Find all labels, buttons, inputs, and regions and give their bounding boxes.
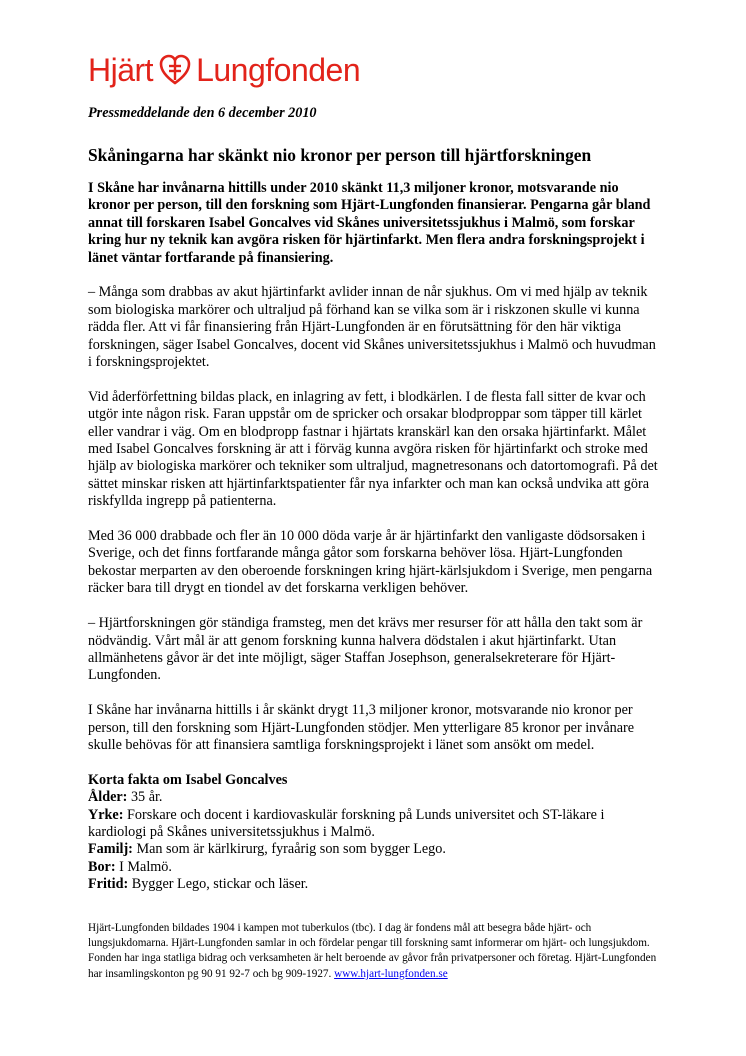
fact-label: Bor: — [88, 858, 116, 875]
fact-item — [88, 876, 663, 893]
logo-text-right: Lungfonden — [196, 51, 361, 88]
ingress: I Skåne har invånarna hittills under 2010 skänkt 11,3 miljoner kronor, motsvarande nio kronor per person, till den forskning som Hjärt-Lungfonden finansierar. Pengarna går bland annat till forskaren Isabel Goncalves vid Skånes universitetssjukhus i Malmö, som forskar kring hur ny teknik kan avgöra risken för hjärtinfarkt. Men flera andra forskningsprojekt i länet väntar fortfarande på finansiering. — [88, 180, 651, 266]
fact-item — [88, 807, 663, 842]
fact-value: Bygger Lego, stickar och läser. — [128, 876, 309, 893]
logo-text-left: Hjärt — [88, 51, 154, 88]
footer-note — [88, 921, 663, 982]
fact-label: Familj: — [88, 841, 133, 858]
fact-value: Forskare och docent i kardiovaskulär forskning på Lunds universitet och ST-läkare i kardiologi på Skånes universitetssjukhus i Malmö. — [88, 806, 605, 840]
facts-title: Korta fakta om Isabel Goncalves — [88, 771, 288, 788]
paragraph: Vid åderförfettning bildas plack, en inlagring av fett, i blodkärlen. I de flesta fall sitter de kvar och utgör inte någon risk. Faran uppstår om de spricker och orsakar blodproppar som täpper till kärlet eller vandrar i väg. Om en blodpropp fastnar i hjärtats kranskärl kan den orsaka hjärtinfarkt. Målet med Isabel Goncalves forskning är att i förväg kunna avgöra risken för hjärtinfarkt och stroke med hjälp av biologiska markörer och tekniker som ultraljud, magnetresonans och datortomografi. På det sättet minskar risken att hjärtinfarktspatienter får nya infarkter och man kan också undvika att göra riskfyllda ingrepp på patienterna. — [88, 388, 658, 510]
paragraph: I Skåne har invånarna hittills i år skänkt drygt 11,3 miljoner kronor, motsvarande nio kronor per person, till den forskning som Hjärt-Lungfonden stödjer. Men ytterligare 85 kronor per invånare skulle behövas för att finansiera samtliga forskningsprojekt i länet som ansökt om medel. — [88, 702, 635, 753]
fact-value: 35 år. — [127, 789, 163, 806]
dateline: Pressmeddelande den 6 december 2010 — [88, 105, 317, 121]
article-body — [88, 180, 663, 894]
fact-value: Man som är kärlkirurg, fyraårig son som bygger Lego. — [132, 841, 446, 858]
website-link[interactable]: www.hjart-lungfonden.se — [334, 967, 448, 980]
fact-item — [88, 841, 663, 858]
footer-text: Hjärt-Lungfonden bildades 1904 i kampen mot tuberkulos (tbc). I dag är fondens mål att besegra både hjärt- och lungsjukdomarna. Hjärt-Lungfonden samlar in och fördelar pengar till forskning samt informerar om hjärt- och lungsjukdom. Fonden har inga statliga bidrag och verksamheten är helt beroende av gåvor från privatpersoner och företag. Hjärt-Lungfonden har insamlingskonton pg 90 91 92-7 och bg 909-1927. — [88, 922, 657, 980]
paragraph: – Hjärtforskningen gör ständiga framsteg, men det krävs mer resurser för att hålla den takt som är nödvändig. Vårt mål är att genom forskning kunna halvera dödstalen i akut hjärtinfarkt. Utan allmänhetens gåvor är det inte möjligt, säger Staffan Josephson, generalsekreterare för Hjärt-Lungfonden. — [88, 615, 643, 684]
hjart-lungfonden-logo — [88, 50, 360, 90]
heart-lung-logo-icon — [159, 54, 191, 86]
headline: Skåningarna har skänkt nio kronor per person till hjärtforskningen — [88, 145, 592, 165]
facts-box — [88, 772, 663, 894]
paragraph: Med 36 000 drabbade och fler än 10 000 döda varje år är hjärtinfarkt den vanligaste dödsorsaken i Sverige, och det finns fortfarande många gåtor som forskarna behöver lösa. Hjärt-Lungfonden bekostar merparten av den oberoende forskningen kring hjärt-kärlsjukdom i Sverige, men pengarna räcker bara till drygt en tiondel av det forskarna verkligen behöver. — [88, 528, 653, 597]
paragraph: – Många som drabbas av akut hjärtinfarkt avlider innan de når sjukhus. Om vi med hjälp av teknik som biologiska markörer och ultraljud på förhand kan se vilka som är i riskzonen skulle vi kunna rädda fler. Att vi får finansiering från Hjärt-Lungfonden är en förutsättning för den här viktiga forskningen, säger Isabel Goncalves, docent vid Skånes universitetssjukhus i Malmö och huvudman i forskningsprojektet. — [88, 284, 656, 371]
fact-label: Ålder: — [88, 789, 128, 806]
fact-label: Yrke: — [88, 806, 124, 823]
fact-label: Fritid: — [88, 876, 129, 893]
fact-value: I Malmö. — [115, 858, 172, 875]
fact-item — [88, 789, 663, 806]
fact-item — [88, 859, 663, 876]
